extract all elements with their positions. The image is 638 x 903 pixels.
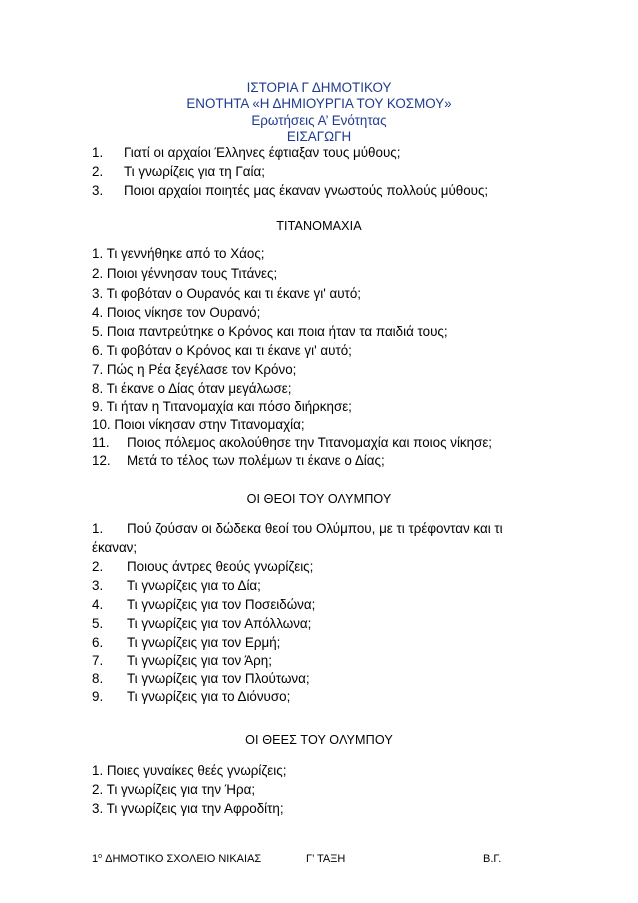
list-item: 3. Τι γνωρίζεις για την Αφροδίτη; — [92, 801, 284, 816]
list-item: 6. Τι φοβόταν ο Κρόνος και τι έκανε γι' αυτό; — [92, 343, 352, 358]
footer-school: $1^o$ ΔΗΜΟΤΙΚΟ ΣΧΟΛΕΙΟ ΝΙΚΑΙΑΣ — [92, 853, 262, 865]
list-item: 1. Πού ζούσαν οι δώδεκα θεοί του Ολύμπου, με τι τρέφονταν και τι — [92, 521, 503, 536]
list-item: 5. Ποια παντρεύτηκε ο Κρόνος και ποια ήταν τα παιδιά τους; — [92, 324, 448, 339]
list-item: 4. Τι γνωρίζεις για τον Ποσειδώνα; — [92, 597, 316, 612]
list-item: 2. Τι γνωρίζεις για την Ήρα; — [92, 782, 256, 797]
footer-grade: Γ’ ΤΑΞΗ — [306, 853, 346, 865]
list-item: 1. Γιατί οι αρχαίοι Έλληνες έφτιαξαν τους μύθους; — [92, 145, 401, 160]
list-item: 9. Τι ήταν η Τιτανομαχία και πόσο διήρκησε; — [92, 399, 352, 414]
section-title-titanomachy: ΤΙΤΑΝΟΜΑΧΙΑ — [276, 219, 362, 233]
list-item: 3. Τι γνωρίζεις για το Δία; — [92, 578, 261, 593]
list-item-continuation: έκαναν; — [92, 540, 138, 555]
list-item: 3. Ποιοι αρχαίοι ποιητές μας έκαναν γνωστούς πολλούς μύθους; — [92, 183, 489, 198]
section-title-gods: ΟΙ ΘΕΟΙ ΤΟΥ ΟΛΥΜΠΟΥ — [246, 492, 392, 506]
list-item: 10. Ποιοι νίκησαν στην Τιτανομαχία; — [92, 417, 305, 432]
list-item: 4. Ποιος νίκησε τον Ουρανό; — [92, 305, 261, 320]
list-item: 11. Ποιος πόλεμος ακολούθησε την Τιτανομαχία και ποιος νίκησε; — [92, 435, 493, 450]
list-item: 12. Μετά το τέλος των πολέμων τι έκανε ο Δίας; — [92, 453, 385, 468]
list-item: 2. Τι γνωρίζεις για τη Γαία; — [92, 164, 265, 179]
questions-subtitle: Ερωτήσεις Α’ Ενότητας — [251, 113, 387, 128]
list-item: 1. Ποιες γυναίκες θεές γνωρίζεις; — [92, 763, 287, 778]
list-item: 9. Τι γνωρίζεις για το Διόνυσο; — [92, 689, 291, 704]
list-item: 6. Τι γνωρίζεις για τον Ερμή; — [92, 635, 281, 650]
list-item: 7. Πώς η Ρέα ξεγέλασε τον Κρόνο; — [92, 362, 297, 377]
footer-initials: Β.Γ. — [483, 853, 502, 865]
doc-title: ΙΣΤΟΡΙΑ Γ ΔΗΜΟΤΙΚΟΥ — [246, 80, 392, 95]
list-item: 3. Τι φοβόταν ο Ουρανός και τι έκανε γι' αυτό; — [92, 286, 362, 301]
list-item: 8. Τι γνωρίζεις για τον Πλούτωνα; — [92, 671, 310, 686]
list-item: 8. Τι έκανε ο Δίας όταν μεγάλωσε; — [92, 381, 292, 396]
intro-heading: ΕΙΣΑΓΩΓΗ — [286, 129, 352, 144]
list-item: 2. Ποιοι γέννησαν τους Τιτάνες; — [92, 266, 278, 281]
list-item: 5. Τι γνωρίζεις για τον Απόλλωνα; — [92, 616, 312, 631]
list-item: 2. Ποιους άντρες θεούς γνωρίζεις; — [92, 559, 314, 574]
section-title-goddesses: ΟΙ ΘΕΕΣ ΤΟΥ ΟΛΥΜΠΟΥ — [245, 733, 393, 747]
list-item: 1. Τι γεννήθηκε από το Χάος; — [92, 246, 265, 261]
unit-title: ΕΝΟΤΗΤΑ «Η ΔΗΜΙΟΥΡΓΙΑ ΤΟΥ ΚΟΣΜΟΥ» — [186, 96, 452, 111]
list-item: 7. Τι γνωρίζεις για τον Άρη; — [92, 653, 272, 668]
